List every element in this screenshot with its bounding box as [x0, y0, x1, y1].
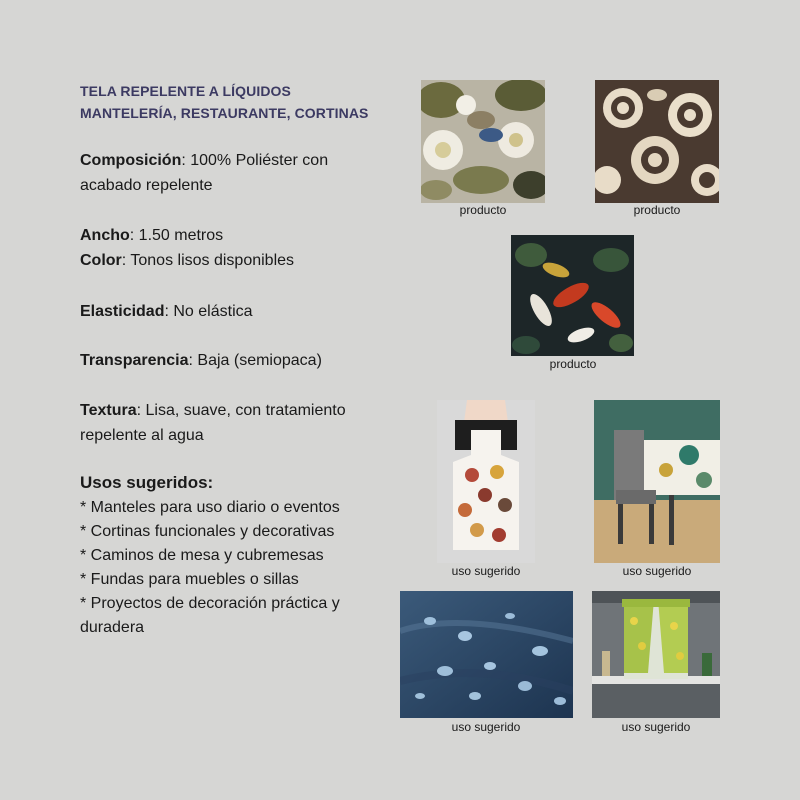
spec-value: : 100% Poliéster con acabado repelente: [80, 152, 329, 194]
spec-label: Elasticidad: [80, 303, 165, 320]
caption-producto: producto: [549, 357, 597, 371]
spec-label: Ancho: [80, 227, 130, 244]
spec-transparencia: [80, 348, 380, 373]
caption-uso-sugerido: uso sugerido: [451, 564, 521, 578]
usage-image-tablecloth: [594, 400, 720, 563]
usage-image-apron: [437, 400, 535, 563]
title-line-1: TELA REPELENTE A LÍQUIDOS: [80, 83, 291, 99]
spec-label: Composición: [80, 152, 182, 169]
usos-item: * Cortinas funcionales y decorativas: [80, 523, 335, 540]
spec-ancho: [80, 223, 380, 248]
caption-uso-sugerido: uso sugerido: [621, 720, 691, 734]
spec-composicion: [80, 148, 380, 198]
page-title: [80, 80, 368, 124]
spec-label: Transparencia: [80, 352, 189, 369]
product-image-brown-floral: [595, 80, 719, 203]
spec-label: Color: [80, 252, 122, 269]
caption-uso-sugerido: uso sugerido: [622, 564, 692, 578]
caption-producto: producto: [459, 203, 507, 217]
usos-item: * Fundas para muebles o sillas: [80, 571, 299, 588]
spec-elasticidad: [80, 299, 380, 324]
product-image-koi: [511, 235, 634, 356]
usos-item: * Proyectos de decoración práctica y duradera: [80, 595, 340, 636]
spec-value: : Tonos lisos disponibles: [121, 252, 295, 269]
product-image-floral-bird: [421, 80, 545, 203]
spec-color: [80, 248, 380, 273]
spec-textura: [80, 398, 370, 448]
spec-value: : Baja (semiopaca): [188, 352, 322, 369]
usage-image-curtain: [592, 591, 720, 718]
spec-value: : No elástica: [164, 303, 253, 320]
usos-sugeridos: [80, 470, 380, 640]
title-line-2: MANTELERÍA, RESTAURANTE, CORTINAS: [80, 105, 369, 121]
usos-item: * Manteles para uso diario o eventos: [80, 499, 340, 516]
usos-item: * Caminos de mesa y cubremesas: [80, 547, 324, 564]
spec-label: Textura: [80, 402, 137, 419]
caption-uso-sugerido: uso sugerido: [451, 720, 521, 734]
caption-producto: producto: [633, 203, 681, 217]
usage-image-water-drops: [400, 591, 573, 718]
spec-value: : Lisa, suave, con tratamiento repelente al agua: [80, 402, 346, 444]
usos-header: Usos sugeridos:: [80, 473, 214, 492]
spec-value: : 1.50 metros: [129, 227, 224, 244]
